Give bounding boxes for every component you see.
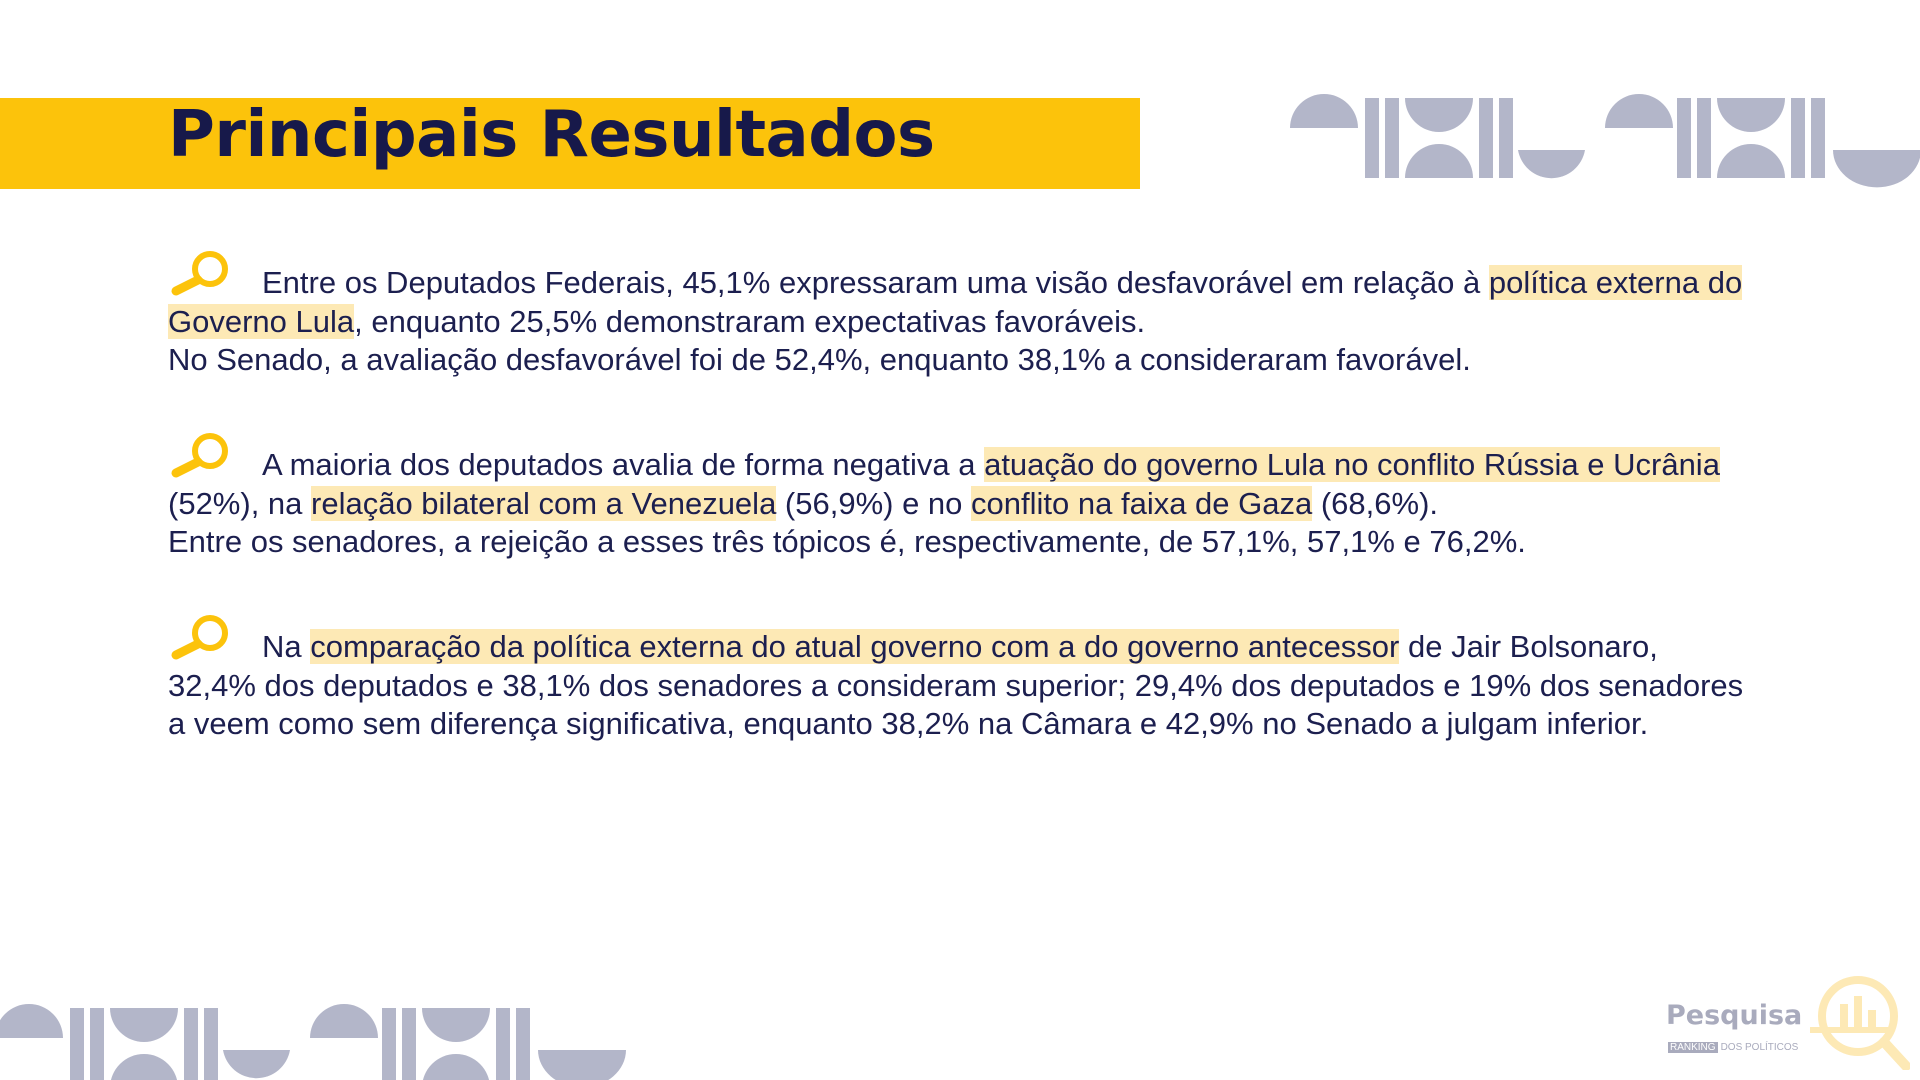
brand-logo bbox=[1660, 970, 1910, 1070]
half-circle-shape bbox=[1290, 94, 1358, 128]
magnifier-icon bbox=[168, 431, 236, 481]
finding-2-highlight-russia-ukraine: atuação do governo Lula no conflito Rússia e Ucrânia bbox=[984, 447, 1720, 482]
finding-3-text-b: de Jair Bolsonaro, 32,4% dos deputados e 38,1% dos senadores a consideram superior; 29,4% dos deputados e 19% dos senadores a veem como sem diferença significativa, enquanto 38,2% na Câmara e 42,9% no Senado a julgam inferior. bbox=[168, 629, 1744, 741]
magnifier-chart-icon bbox=[1810, 970, 1910, 1070]
magnifier-icon bbox=[168, 613, 236, 663]
finding-1-text-b: , enquanto 25,5% demonstraram expectativas favoráveis. bbox=[354, 303, 1146, 339]
page-title: Principais Resultados bbox=[168, 98, 935, 172]
finding-2-text-c: (56,9%) e no bbox=[776, 485, 972, 521]
finding-3-text-a: Na bbox=[262, 629, 311, 664]
brand-name: Pesquisa bbox=[1666, 1000, 1803, 1031]
finding-1 bbox=[168, 249, 1748, 380]
brand-sub-text: DOS POLÍTICOS bbox=[1720, 1042, 1799, 1053]
finding-1-text-a: Entre os Deputados Federais, 45,1% expressaram uma visão desfavorável em relação à bbox=[262, 265, 1489, 300]
finding-1-senate-text: No Senado, a avaliação desfavorável foi de 52,4%, enquanto 38,1% a consideraram favorável. bbox=[168, 342, 1471, 377]
geometric-pattern-bottom bbox=[0, 1000, 630, 1080]
finding-2-text-a: A maioria dos deputados avalia de forma negativa a bbox=[262, 447, 985, 482]
finding-2-senate-text: Entre os senadores, a rejeição a esses três tópicos é, respectivamente, de 57,1%, 57,1% e 76,2%. bbox=[168, 524, 1526, 559]
finding-1-highlight: política externa do Governo Lula bbox=[168, 265, 1743, 339]
finding-2-highlight-venezuela: relação bilateral com a Venezuela bbox=[311, 485, 777, 521]
finding-3 bbox=[168, 613, 1748, 744]
geometric-pattern-top bbox=[1285, 90, 1920, 190]
finding-2-highlight-gaza: conflito na faixa de Gaza bbox=[971, 485, 1313, 521]
brand-tag: RANKING bbox=[1670, 1042, 1716, 1053]
finding-2-text-d: (68,6%). bbox=[1312, 485, 1439, 521]
finding-2-text-b: (52%), na bbox=[168, 485, 312, 521]
finding-2 bbox=[168, 431, 1748, 562]
magnifier-icon bbox=[168, 249, 236, 299]
brand-subtitle bbox=[1668, 1042, 1798, 1053]
finding-3-highlight: comparação da política externa do atual governo com a do governo antecessor bbox=[310, 629, 1400, 664]
